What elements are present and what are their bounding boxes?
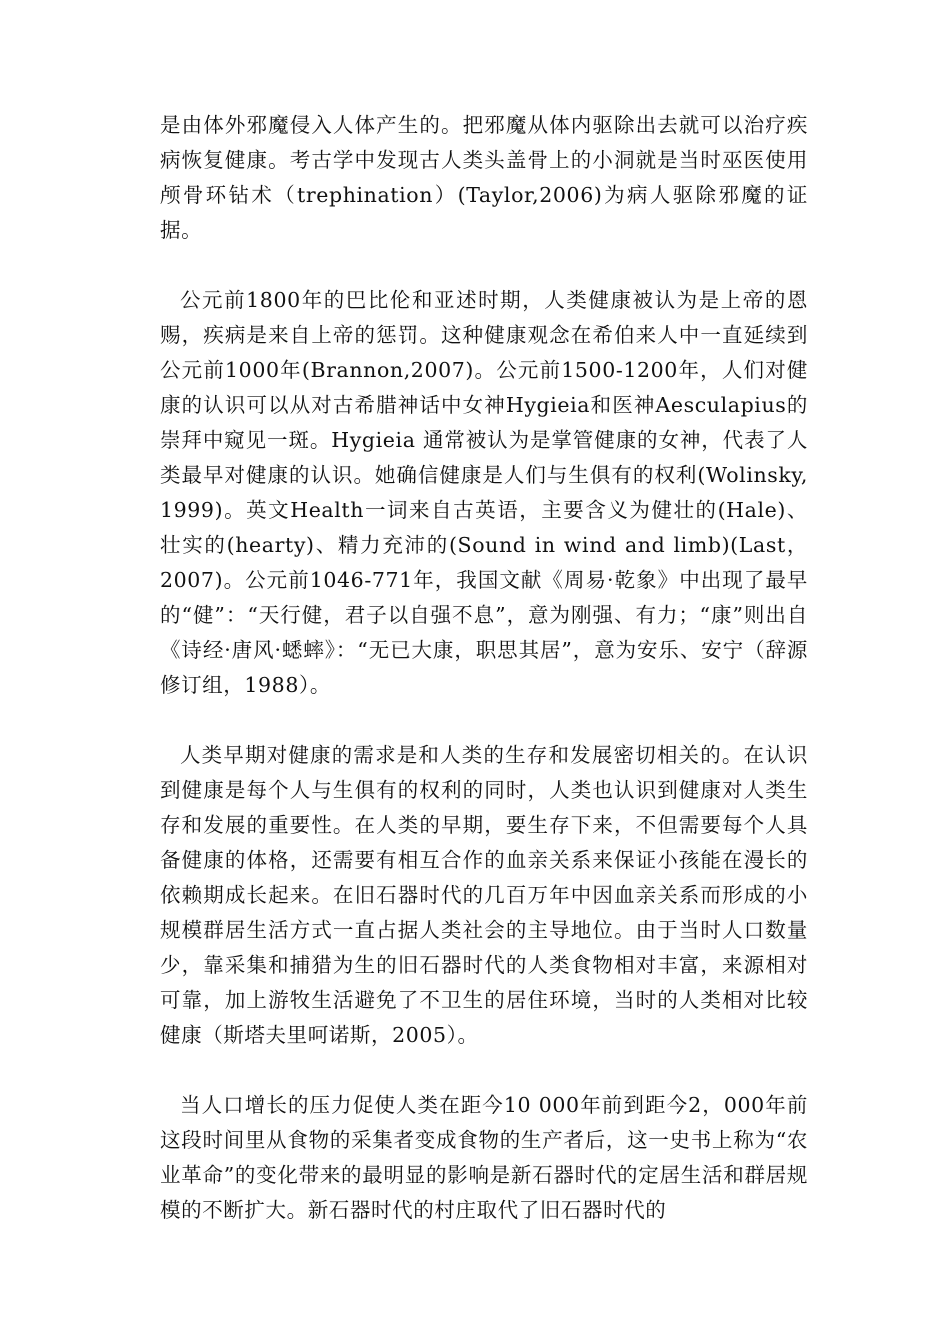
paragraph-2: 公元前1800年的巴比伦和亚述时期，人类健康被认为是上帝的恩赐，疾病是来自上帝的惩罚。这种健康观念在希伯来人中一直延续到公元前1000年(Brannon,2007)。公元前1500-1200年，人们对健康的认识可以从对古希腊神话中女神Hygieia和医神Aesculapius的崇拜中窥见一斑。Hygieia 通常被认为是掌管健康的女神，代表了人类最早对健康的认识。她确信健康是人们与生俱有的权利(Wolinsky,1999)。英文Health一词来自古英语，主要含义为健壮的(Hale)、壮实的(hearty)、精力充沛的(Sound in wind and limb)(Last， 2007)。公元前1046-771年，我国文献《周易·乾象》中出现了最早的“健”：“天行健，君子以自强不息”，意为刚强、有力；“康”则出自《诗经·唐风·蟋蟀》：“无已大康，职思其居”，意为安乐、安宁（辞源修订组，1988）。 (160, 288, 808, 697)
paragraph-1: 是由体外邪魔侵入人体产生的。把邪魔从体内驱除出去就可以治疗疾病恢复健康。考古学中发现古人类头盖骨上的小洞就是当时巫医使用颅骨环钻术（trephination）(Taylor,2006)为病人驱除邪魔的证据。 (160, 113, 808, 242)
document-page (160, 108, 808, 1263)
paragraph-3: 人类早期对健康的需求是和人类的生存和发展密切相关的。在认识到健康是每个人与生俱有的权利的同时，人类也认识到健康对人类生存和发展的重要性。在人类的早期，要生存下来，不但需要每个人具备健康的体格，还需要有相互合作的血亲关系来保证小孩能在漫长的依赖期成长起来。在旧石器时代的几百万年中因血亲关系而形成的小规模群居生活方式一直占据人类社会的主导地位。由于当时人口数量少，靠采集和捕猎为生的旧石器时代的人类食物相对丰富，来源相对可靠，加上游牧生活避免了不卫生的居住环境，当时的人类相对比较健康（斯塔夫里呵诺斯，2005）。 (160, 743, 808, 1047)
paragraph-4: 当人口增长的压力促使人类在距今10 000年前到距今2，000年前这段时间里从食物的采集者变成食物的生产者后，这一史书上称为“农业革命”的变化带来的最明显的影响是新石器时代的定居生活和群居规模的不断扩大。新石器时代的村庄取代了旧石器时代的 (160, 1093, 808, 1222)
